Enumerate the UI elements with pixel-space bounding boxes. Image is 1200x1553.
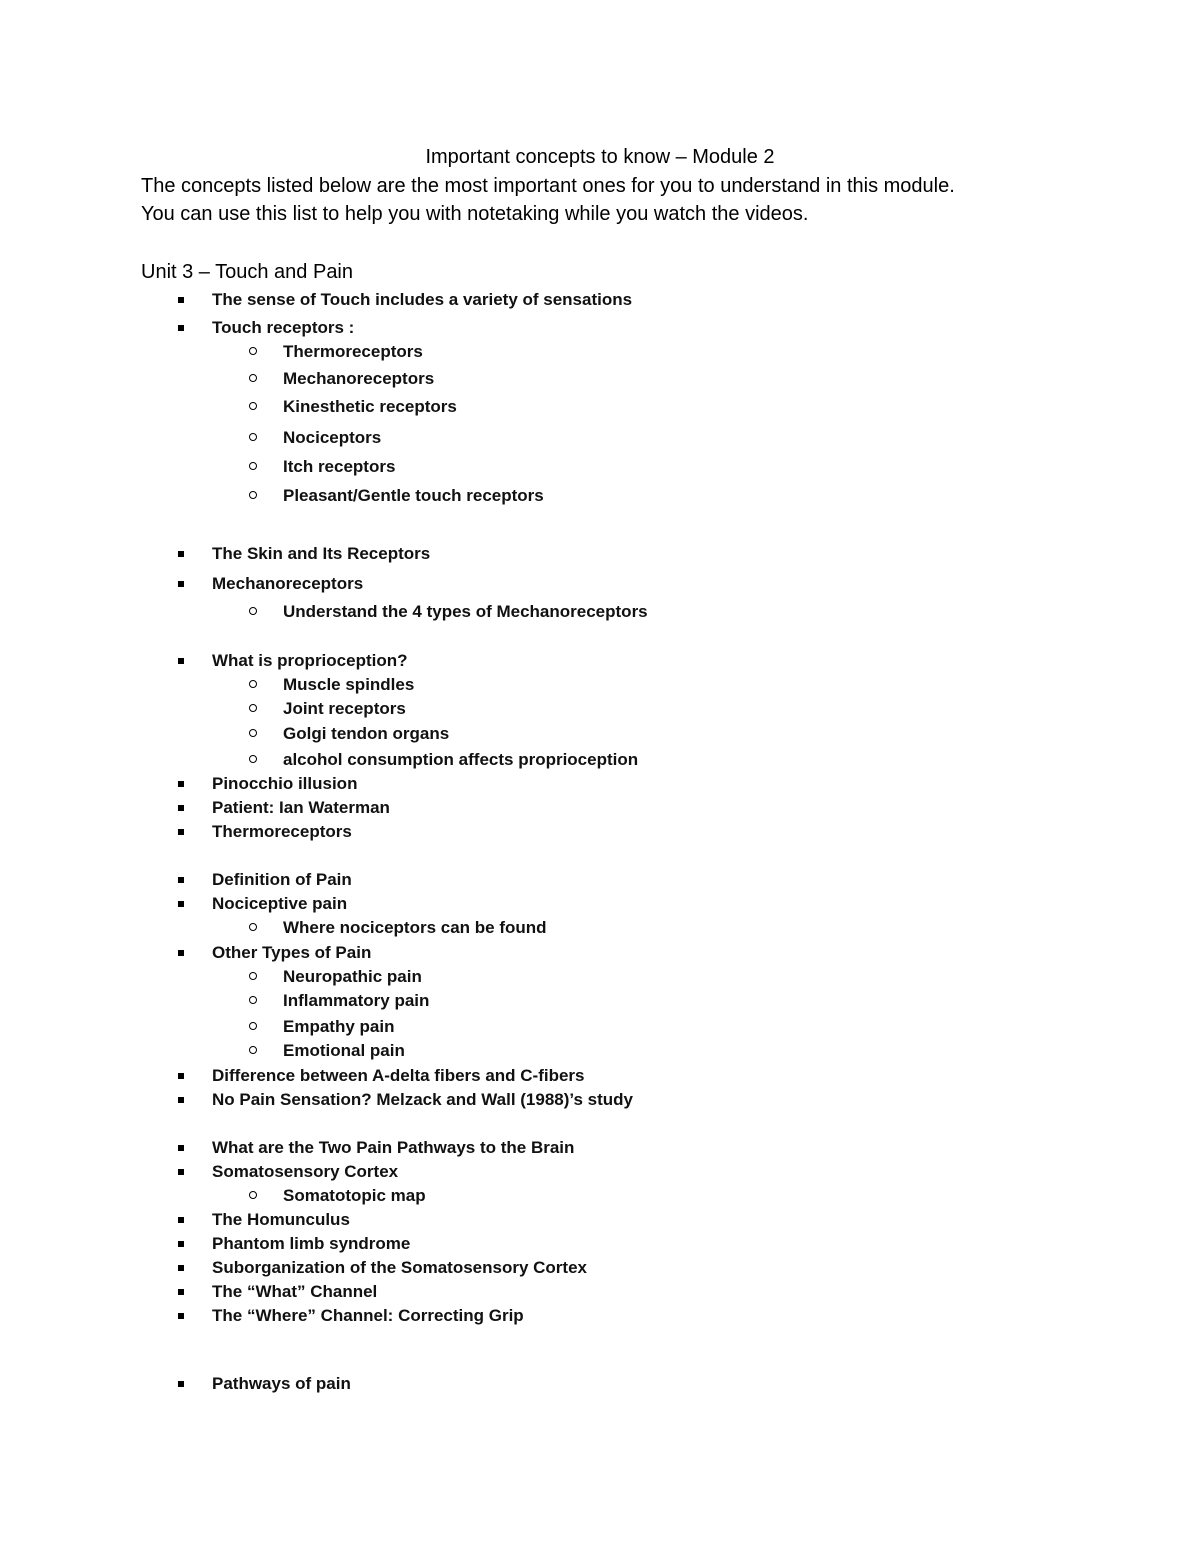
square-bullet-icon: [178, 829, 184, 835]
circle-bullet-icon: [249, 972, 257, 980]
list-item-text: Mechanoreceptors: [283, 369, 435, 388]
list-item: [212, 1161, 398, 1183]
list-item-text: Itch receptors: [283, 457, 396, 476]
list-item: [212, 1257, 587, 1279]
circle-bullet-icon: [249, 347, 257, 355]
intro-line-2: You can use this list to help you with notetaking while you watch the videos.: [141, 203, 809, 225]
sub-list-item: [283, 698, 406, 720]
circle-bullet-icon: [249, 704, 257, 712]
list-item-text: Neuropathic pain: [283, 967, 422, 986]
square-bullet-icon: [178, 1073, 184, 1079]
list-item: [212, 573, 363, 595]
list-item-text: Somatotopic map: [283, 1186, 426, 1205]
list-item-text: Thermoreceptors: [283, 342, 423, 361]
list-item-text: Phantom limb syndrome: [212, 1234, 411, 1253]
circle-bullet-icon: [249, 1191, 257, 1199]
list-item: [212, 1373, 351, 1395]
sub-list-item: [283, 749, 638, 771]
square-bullet-icon: [178, 1241, 184, 1247]
sub-list-item: [283, 396, 457, 418]
square-bullet-icon: [178, 551, 184, 557]
list-item-text: Difference between A-delta fibers and C-fibers: [212, 1066, 585, 1085]
circle-bullet-icon: [249, 755, 257, 763]
list-item-text: Touch receptors :: [212, 318, 355, 337]
list-item: [212, 869, 352, 891]
sub-list-item: [283, 368, 434, 390]
sub-list-item: [283, 723, 449, 745]
circle-bullet-icon: [249, 607, 257, 615]
sub-list-item: [283, 1016, 394, 1038]
intro-line-1: The concepts listed below are the most important ones for you to understand in this module.: [141, 175, 955, 197]
circle-bullet-icon: [249, 729, 257, 737]
sub-list-item: [283, 917, 547, 939]
list-item: [212, 773, 357, 795]
square-bullet-icon: [178, 1381, 184, 1387]
sub-list-item: [283, 1185, 426, 1207]
sub-list-item: [283, 1040, 405, 1062]
list-item-text: What is proprioception?: [212, 651, 408, 670]
list-item: [212, 317, 354, 339]
list-item-text: Empathy pain: [283, 1017, 395, 1036]
circle-bullet-icon: [249, 1022, 257, 1030]
list-item-text: Somatosensory Cortex: [212, 1162, 399, 1181]
circle-bullet-icon: [249, 996, 257, 1004]
list-item-text: Mechanoreceptors: [212, 574, 364, 593]
list-item-text: The Homunculus: [212, 1210, 350, 1229]
square-bullet-icon: [178, 950, 184, 956]
circle-bullet-icon: [249, 462, 257, 470]
list-item-text: Golgi tendon organs: [283, 724, 450, 743]
list-item: [212, 1281, 377, 1303]
list-item-text: Muscle spindles: [283, 675, 415, 694]
list-item: [212, 1209, 350, 1231]
list-item: [212, 942, 371, 964]
sub-list-item: [283, 674, 414, 696]
circle-bullet-icon: [249, 680, 257, 688]
square-bullet-icon: [178, 1313, 184, 1319]
list-item-text: Understand the 4 types of Mechanoreceptors: [283, 602, 648, 621]
square-bullet-icon: [178, 1289, 184, 1295]
list-item: [212, 1233, 410, 1255]
square-bullet-icon: [178, 1217, 184, 1223]
square-bullet-icon: [178, 1097, 184, 1103]
list-item: [212, 1089, 633, 1111]
list-item: [212, 1137, 574, 1159]
square-bullet-icon: [178, 1169, 184, 1175]
list-item: [212, 1305, 524, 1327]
square-bullet-icon: [178, 658, 184, 664]
square-bullet-icon: [178, 1265, 184, 1271]
list-item-text: The “What” Channel: [212, 1282, 378, 1301]
sub-list-item: [283, 485, 544, 507]
square-bullet-icon: [178, 581, 184, 587]
list-item-text: Thermoreceptors: [212, 822, 352, 841]
sub-list-item: [283, 341, 423, 363]
list-item-text: The “Where” Channel: Correcting Grip: [212, 1306, 524, 1325]
square-bullet-icon: [178, 781, 184, 787]
list-item-text: The Skin and Its Receptors: [212, 544, 431, 563]
list-item-text: Nociceptive pain: [212, 894, 348, 913]
square-bullet-icon: [178, 297, 184, 303]
list-item-text: Definition of Pain: [212, 870, 352, 889]
square-bullet-icon: [178, 325, 184, 331]
list-item-text: Other Types of Pain: [212, 943, 372, 962]
list-item: [212, 821, 352, 843]
list-item-text: No Pain Sensation? Melzack and Wall (1988)’s study: [212, 1090, 634, 1109]
list-item: [212, 289, 632, 311]
list-item-text: Inflammatory pain: [283, 991, 430, 1010]
list-item-text: alcohol consumption affects proprioception: [283, 750, 639, 769]
list-item-text: Pleasant/Gentle touch receptors: [283, 486, 544, 505]
sub-list-item: [283, 966, 422, 988]
list-item-text: Suborganization of the Somatosensory Cortex: [212, 1258, 587, 1277]
list-item: [212, 1065, 585, 1087]
list-item-text: Patient: Ian Waterman: [212, 798, 390, 817]
square-bullet-icon: [178, 805, 184, 811]
list-item-text: Pathways of pain: [212, 1374, 351, 1393]
circle-bullet-icon: [249, 923, 257, 931]
unit-heading: Unit 3 – Touch and Pain: [141, 261, 354, 283]
list-item-text: What are the Two Pain Pathways to the Brain: [212, 1138, 575, 1157]
sub-list-item: [283, 456, 395, 478]
list-item-text: Nociceptors: [283, 428, 382, 447]
square-bullet-icon: [178, 877, 184, 883]
list-item: [212, 650, 408, 672]
list-item-text: Joint receptors: [283, 699, 406, 718]
circle-bullet-icon: [249, 433, 257, 441]
list-item-text: Emotional pain: [283, 1041, 405, 1060]
list-item-text: Where nociceptors can be found: [283, 918, 547, 937]
list-item-text: Kinesthetic receptors: [283, 397, 457, 416]
list-item-text: The sense of Touch includes a variety of sensations: [212, 290, 633, 309]
page-title: Important concepts to know – Module 2: [425, 146, 775, 168]
circle-bullet-icon: [249, 491, 257, 499]
square-bullet-icon: [178, 1145, 184, 1151]
sub-list-item: [283, 427, 381, 449]
sub-list-item: [283, 990, 429, 1012]
circle-bullet-icon: [249, 402, 257, 410]
sub-list-item: [283, 601, 648, 623]
list-item: [212, 797, 390, 819]
circle-bullet-icon: [249, 374, 257, 382]
list-item: [212, 543, 430, 565]
list-item: [212, 893, 347, 915]
square-bullet-icon: [178, 901, 184, 907]
circle-bullet-icon: [249, 1046, 257, 1054]
list-item-text: Pinocchio illusion: [212, 774, 358, 793]
